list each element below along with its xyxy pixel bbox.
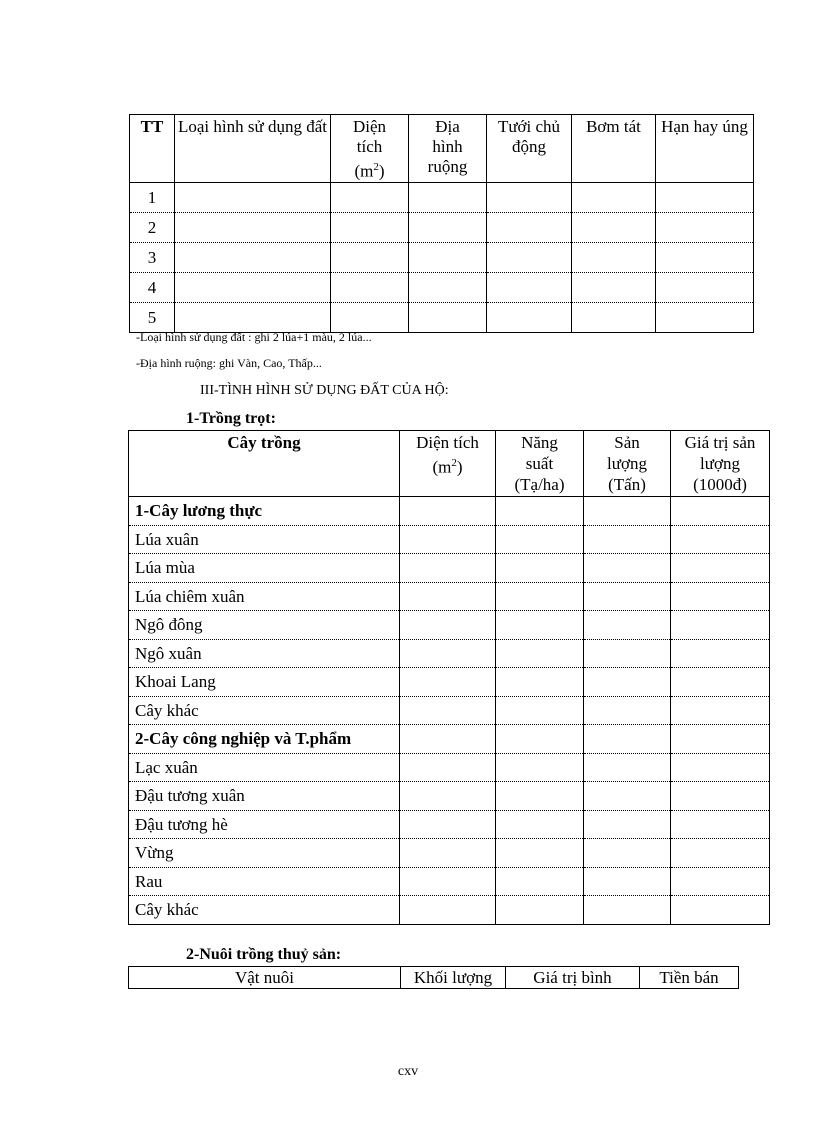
table-row xyxy=(130,182,754,212)
aquaculture-table xyxy=(128,966,739,989)
empty-cell xyxy=(496,839,584,868)
table-row xyxy=(130,212,754,242)
empty-cell xyxy=(487,242,572,272)
land-type-table xyxy=(129,114,754,333)
empty-cell xyxy=(409,302,487,332)
row-number: 4 xyxy=(130,272,175,302)
empty-cell xyxy=(496,896,584,925)
empty-cell xyxy=(496,668,584,697)
header-pump: Bơm tát xyxy=(572,115,656,183)
header-terrain: Địa hình ruộng xyxy=(409,115,487,183)
empty-cell xyxy=(331,272,409,302)
crop-label: Lúa xuân xyxy=(129,525,400,554)
header-crop-area: Diện tích $(m^2)$ xyxy=(400,431,496,497)
empty-cell xyxy=(496,725,584,754)
empty-cell xyxy=(496,554,584,583)
crop-label: Lạc xuân xyxy=(129,753,400,782)
empty-cell xyxy=(584,725,671,754)
empty-cell xyxy=(584,497,671,526)
header-land-type: Loại hình sử dụng đất xyxy=(175,115,331,183)
crop-group-label: 1-Cây lương thực xyxy=(129,497,400,526)
table-row xyxy=(129,497,770,526)
crop-label: Vừng xyxy=(129,839,400,868)
empty-cell xyxy=(671,497,770,526)
empty-cell xyxy=(400,611,496,640)
table-row xyxy=(129,782,770,811)
empty-cell xyxy=(584,554,671,583)
empty-cell xyxy=(584,639,671,668)
header-drought-flood: Hạn hay úng xyxy=(656,115,754,183)
empty-cell xyxy=(409,182,487,212)
row-number: 3 xyxy=(130,242,175,272)
table-row xyxy=(129,668,770,697)
empty-cell xyxy=(175,182,331,212)
crop-label: Khoai Lang xyxy=(129,668,400,697)
empty-cell xyxy=(400,582,496,611)
empty-cell xyxy=(331,212,409,242)
header-yield: Năng suất (Tạ/ha) xyxy=(496,431,584,497)
empty-cell xyxy=(671,725,770,754)
empty-cell xyxy=(584,810,671,839)
header-output: Sản lượng (Tấn) xyxy=(584,431,671,497)
crop-label: Đậu tương hè xyxy=(129,810,400,839)
crop-label: Rau xyxy=(129,867,400,896)
table-row xyxy=(129,639,770,668)
crop-label: Đậu tương xuân xyxy=(129,782,400,811)
table-row xyxy=(129,839,770,868)
empty-cell xyxy=(671,582,770,611)
note-terrain: -Địa hình ruộng: ghi Vàn, Cao, Thấp... xyxy=(136,356,322,370)
crop-label: Lúa chiêm xuân xyxy=(129,582,400,611)
table-row xyxy=(129,867,770,896)
empty-cell xyxy=(400,639,496,668)
empty-cell xyxy=(400,839,496,868)
crop-label: Lúa mùa xyxy=(129,554,400,583)
empty-cell xyxy=(671,839,770,868)
table-row xyxy=(129,810,770,839)
table-row xyxy=(130,272,754,302)
crop-label: Ngô đông xyxy=(129,611,400,640)
header-sales: Tiền bán xyxy=(640,967,739,989)
crop-label: Ngô xuân xyxy=(129,639,400,668)
table-row xyxy=(129,725,770,754)
empty-cell xyxy=(400,668,496,697)
empty-cell xyxy=(584,611,671,640)
empty-cell xyxy=(400,696,496,725)
empty-cell xyxy=(584,582,671,611)
empty-cell xyxy=(496,639,584,668)
empty-cell xyxy=(409,212,487,242)
empty-cell xyxy=(496,753,584,782)
empty-cell xyxy=(400,810,496,839)
empty-cell xyxy=(572,242,656,272)
empty-cell xyxy=(175,302,331,332)
empty-cell xyxy=(671,810,770,839)
empty-cell xyxy=(496,497,584,526)
empty-cell xyxy=(656,302,754,332)
empty-cell xyxy=(671,753,770,782)
subsection-aqua-title: 2-Nuôi trồng thuỷ sản: xyxy=(186,946,342,963)
empty-cell xyxy=(496,810,584,839)
crop-label: Cây khác xyxy=(129,696,400,725)
empty-cell xyxy=(331,242,409,272)
empty-cell xyxy=(409,272,487,302)
table-row xyxy=(129,896,770,925)
row-number: 5 xyxy=(130,302,175,332)
empty-cell xyxy=(175,242,331,272)
empty-cell xyxy=(572,302,656,332)
empty-cell xyxy=(400,554,496,583)
empty-cell xyxy=(409,242,487,272)
empty-cell xyxy=(584,525,671,554)
empty-cell xyxy=(584,782,671,811)
empty-cell xyxy=(584,839,671,868)
table-row xyxy=(129,696,770,725)
table-row xyxy=(129,582,770,611)
header-crop: Cây trồng xyxy=(129,431,400,497)
table-row xyxy=(129,525,770,554)
empty-cell xyxy=(572,272,656,302)
empty-cell xyxy=(656,182,754,212)
empty-cell xyxy=(671,554,770,583)
empty-cell xyxy=(487,272,572,302)
empty-cell xyxy=(400,782,496,811)
empty-cell xyxy=(496,782,584,811)
empty-cell xyxy=(496,582,584,611)
empty-cell xyxy=(671,525,770,554)
empty-cell xyxy=(671,639,770,668)
empty-cell xyxy=(584,867,671,896)
empty-cell xyxy=(400,725,496,754)
empty-cell xyxy=(584,668,671,697)
table-row xyxy=(130,302,754,332)
empty-cell xyxy=(487,182,572,212)
empty-cell xyxy=(572,182,656,212)
header-livestock: Vật nuôi xyxy=(129,967,401,989)
empty-cell xyxy=(331,302,409,332)
note-land-type: -Loại hình sử dụng đất : ghi 2 lúa+1 màu, 2 lúa... xyxy=(136,330,372,344)
empty-cell xyxy=(671,867,770,896)
empty-cell xyxy=(671,896,770,925)
empty-cell xyxy=(487,302,572,332)
empty-cell xyxy=(175,212,331,242)
empty-cell xyxy=(496,867,584,896)
page-number: cxv xyxy=(397,1064,419,1079)
empty-cell xyxy=(400,867,496,896)
row-number: 2 xyxy=(130,212,175,242)
table-row xyxy=(129,611,770,640)
empty-cell xyxy=(671,696,770,725)
empty-cell xyxy=(487,212,572,242)
empty-cell xyxy=(400,896,496,925)
subsection-crop-title: 1-Trồng trọt: xyxy=(186,410,276,427)
empty-cell xyxy=(175,272,331,302)
empty-cell xyxy=(584,753,671,782)
empty-cell xyxy=(584,896,671,925)
table-row xyxy=(129,753,770,782)
empty-cell xyxy=(400,525,496,554)
crop-table xyxy=(128,430,770,925)
row-number: 1 xyxy=(130,182,175,212)
section-title: III-TÌNH HÌNH SỬ DỤNG ĐẤT CỦA HỘ: xyxy=(200,383,449,398)
header-weight: Khối lượng xyxy=(401,967,506,989)
header-output-value: Giá trị sản lượng (1000đ) xyxy=(671,431,770,497)
empty-cell xyxy=(496,611,584,640)
header-area: Diện tích $(m^2)$ xyxy=(331,115,409,183)
crop-group-label: 2-Cây công nghiệp và T.phẩm xyxy=(129,725,400,754)
empty-cell xyxy=(584,696,671,725)
empty-cell xyxy=(400,753,496,782)
empty-cell xyxy=(671,782,770,811)
empty-cell xyxy=(656,272,754,302)
empty-cell xyxy=(496,525,584,554)
empty-cell xyxy=(656,242,754,272)
header-tt: TT xyxy=(130,115,175,183)
empty-cell xyxy=(496,696,584,725)
header-avg-value: Giá trị bình xyxy=(506,967,640,989)
empty-cell xyxy=(572,212,656,242)
empty-cell xyxy=(400,497,496,526)
empty-cell xyxy=(671,668,770,697)
empty-cell xyxy=(671,611,770,640)
empty-cell xyxy=(331,182,409,212)
empty-cell xyxy=(656,212,754,242)
header-irrigation: Tưới chủ động xyxy=(487,115,572,183)
crop-label: Cây khác xyxy=(129,896,400,925)
table-row xyxy=(130,242,754,272)
table-row xyxy=(129,554,770,583)
